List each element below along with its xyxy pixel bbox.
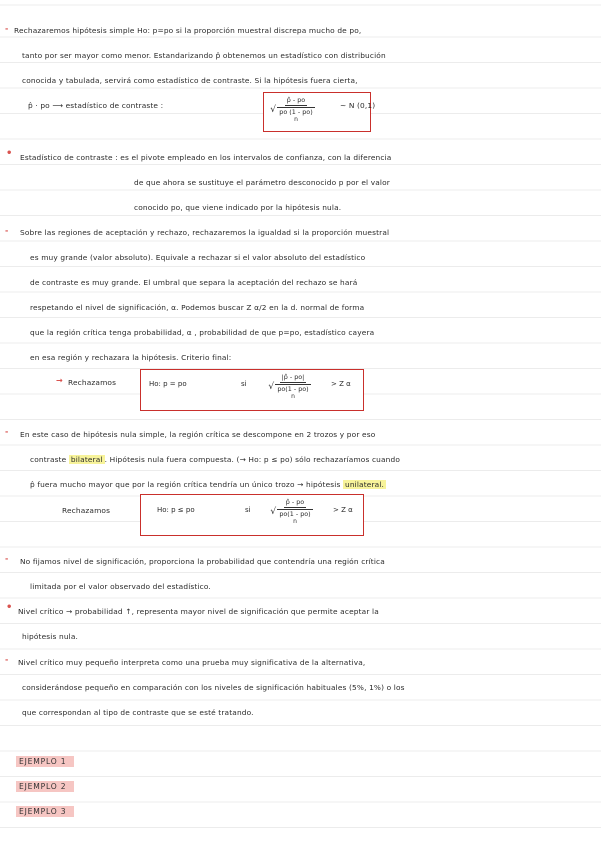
text-line: Rechazamos: [68, 378, 117, 387]
text-line: Sobre las regiones de aceptación y rechazo, rechazaremos la igualdad si la proporción muestral: [20, 228, 390, 237]
formula-n: n: [291, 393, 295, 400]
formula-h0: Ho: p ≤ po: [157, 506, 195, 514]
formula-n: n: [293, 518, 297, 525]
formula-root: √ po (1 - po): [277, 107, 314, 116]
text-line: Rechazaremos hipótesis simple Ho: p=po si la proporción muestral discrepa mucho de po,: [14, 26, 362, 35]
text-line: considerándose pequeño en comparación con los niveles de significación habituales (5%, 1%) o los: [22, 683, 405, 692]
dash-bullet: -: [5, 226, 9, 235]
formula-h0: Ho: p = po: [149, 380, 187, 388]
text-line: de que ahora se sustituye el parámetro desconocido p por el valor: [134, 178, 390, 187]
arrow-icon: →: [56, 376, 63, 385]
text-line: conocido po, que viene indicado por la hipótesis nula.: [134, 203, 342, 212]
dot-bullet: •: [6, 602, 13, 613]
text-line: p̂ · po ⟶ estadístico de contraste :: [28, 101, 164, 110]
text-line: Rechazamos: [62, 506, 111, 515]
distribution-label: ~ N (0,1): [340, 101, 376, 110]
text-line: Estadístico de contraste : es el pivote empleado en los intervalos de confianza, con la diferencia: [20, 153, 392, 162]
dash-bullet: -: [5, 24, 9, 33]
formula-root: √ po(1 - po): [275, 384, 310, 393]
dash-bullet: -: [5, 554, 9, 563]
dash-bullet: -: [5, 427, 9, 436]
highlight-bilateral: bilateral: [70, 455, 103, 464]
formula-rhs: > Z α: [333, 506, 353, 514]
text-line: limitada por el valor observado del estadístico.: [30, 582, 211, 591]
text-fragment: contraste: [30, 455, 67, 464]
text-line: tanto por ser mayor como menor. Estandarizando p̂ obtenemos un estadístico con distribución: [22, 51, 386, 60]
dash-bullet: -: [5, 655, 9, 664]
text-line: [30, 455, 400, 464]
text-line: [30, 480, 386, 489]
dot-bullet: •: [6, 148, 13, 159]
text-line: Nivel crítico muy pequeño interpreta como una prueba muy significativa de la alternativa,: [18, 658, 366, 667]
ejemplo-tag-1: EJEMPLO 1: [16, 756, 74, 767]
text-fragment: . Hipótesis nula fuera compuesta. (→ Ho: p ≤ po) sólo rechazaríamos cuando: [104, 455, 401, 464]
text-line: conocida y tabulada, servirá como estadístico de contraste. Si la hipótesis fuera cierta,: [22, 76, 358, 85]
text-line: de contraste es muy grande. El umbral que separa la aceptación del rechazo se hará: [30, 278, 358, 287]
formula-numerator: p̂ - po: [286, 96, 306, 104]
text-line: respetando el nivel de significación, α. Podemos buscar Z α/2 en la d. normal de forma: [30, 303, 365, 312]
highlight-unilateral: unilateral.: [344, 480, 385, 489]
formula-numerator: p̂ - po: [285, 498, 305, 506]
formula-rhs: > Z α: [331, 380, 351, 388]
text-line: que correspondan al tipo de contraste que se esté tratando.: [22, 708, 254, 717]
text-line: que la región crítica tenga probabilidad, α , probabilidad de que p=po, estadístico cayera: [30, 328, 375, 337]
formula-box-statistic: [263, 92, 371, 132]
text-fragment: p̂ fuera mucho mayor que por la región crítica tendría un único trozo → hipótesis: [30, 480, 341, 489]
formula-n: n: [294, 116, 298, 123]
text-line: en esa región y rechazara la hipótesis. Criterio final:: [30, 353, 232, 362]
formula-numerator: |p̂ - po|: [281, 373, 305, 381]
ejemplo-tag-3: EJEMPLO 3: [16, 806, 74, 817]
formula-box-unilateral: [140, 494, 364, 536]
text-line: es muy grande (valor absoluto). Equivale a rechazar si el valor absoluto del estadístico: [30, 253, 366, 262]
text-line: No fijamos nivel de significación, proporciona la probabilidad que contendría una región crítica: [20, 557, 385, 566]
text-line: Nivel crítico → probabilidad ↑, representa mayor nivel de significación que permite aceptar la: [18, 607, 379, 616]
formula-root: √ po(1 - po): [277, 509, 312, 518]
text-line: En este caso de hipótesis nula simple, la región crítica se descompone en 2 trozos y por eso: [20, 430, 376, 439]
formula-si: si: [241, 380, 247, 388]
formula-si: si: [245, 506, 251, 514]
formula-box-bilateral: [140, 369, 364, 411]
ejemplo-tag-2: EJEMPLO 2: [16, 781, 74, 792]
text-line: hipótesis nula.: [22, 632, 79, 641]
